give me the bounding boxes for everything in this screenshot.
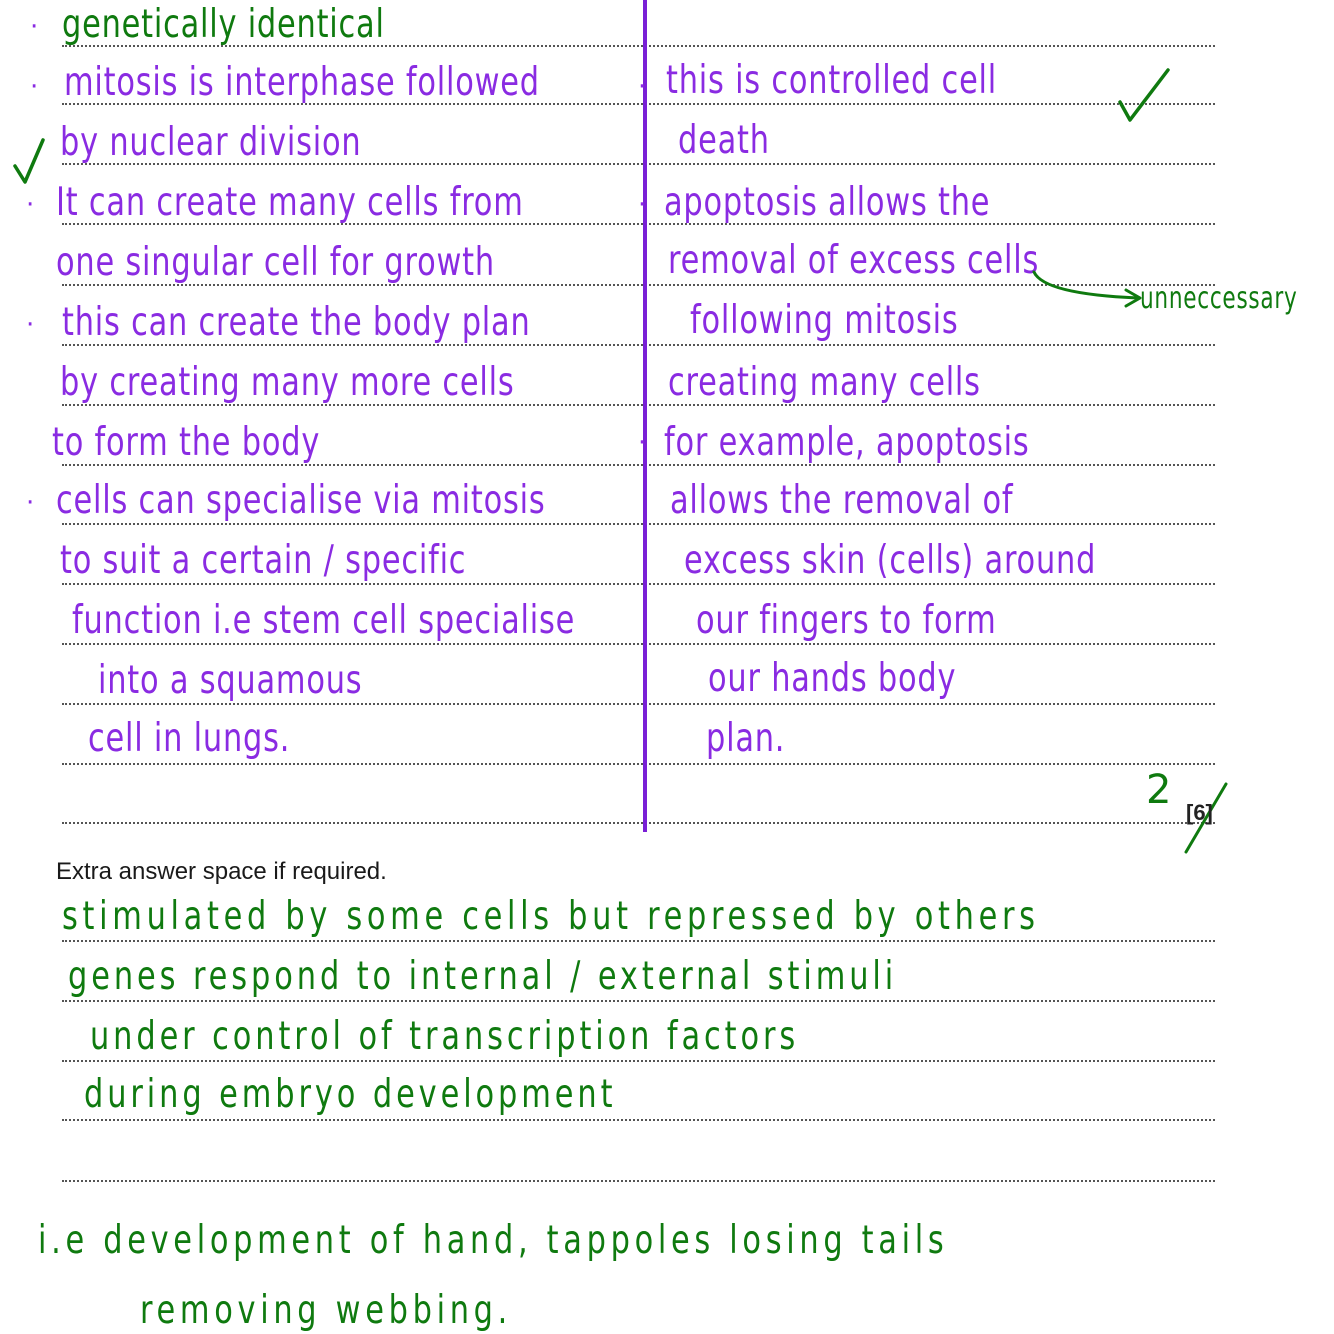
left-line-3: by nuclear division [60,120,362,165]
extra-line-6: removing webbing. [140,1288,512,1333]
left-line-5: one singular cell for growth [56,240,495,285]
check-icon [1116,64,1172,126]
bullet: · [638,72,647,102]
score-annotation: 2 [1146,767,1173,813]
right-line-6: creating many cells [668,360,981,405]
extra-line-3: under control of transcription factors [90,1014,800,1059]
right-line-7: for example, apoptosis [664,420,1030,465]
ruled-line [62,822,1215,824]
left-line-11: function i.e stem cell specialise [72,598,576,643]
right-line-3: apoptosis allows the [664,180,991,225]
left-line-7: by creating many more cells [60,360,515,405]
left-line-2: mitosis is interphase followed [64,60,540,105]
arrow-icon [1030,266,1146,316]
bullet: · [26,310,35,340]
right-line-5: following mitosis [690,298,959,343]
left-line-6: this can create the body plan [62,300,531,345]
right-line-8: allows the removal of [670,478,1014,523]
column-divider [643,0,647,832]
bullet: · [26,488,35,518]
extra-line-4: during embryo development [84,1072,617,1117]
extra-line-5: i.e development of hand, tappoles losing tails [38,1218,949,1263]
ruled-line [62,940,1215,942]
bullet: · [26,190,35,220]
bullet: · [638,190,647,220]
bullet: · [30,12,39,42]
check-icon [12,136,46,188]
left-line-8: to form the body [52,420,321,465]
ruled-line [62,1119,1215,1121]
left-line-1: genetically identical [62,2,385,47]
marks-label: [6] [1186,800,1213,825]
left-line-10: to suit a certain / specific [60,538,467,583]
extra-line-2: genes respond to internal / external stimuli [68,954,898,999]
left-line-4: It can create many cells from [56,180,524,225]
right-line-4: removal of excess cells [668,238,1040,283]
left-line-9: cells can specialise via mitosis [56,478,546,523]
right-line-12: plan. [706,716,786,761]
right-line-9: excess skin (cells) around [684,538,1097,583]
ruled-line [62,1180,1215,1182]
extra-space-label: Extra answer space if required. [56,858,387,885]
right-line-2: death [678,118,770,163]
right-line-11: our hands body [708,656,957,701]
ruled-line [62,1060,1215,1062]
right-line-10: our fingers to form [696,598,997,643]
ruled-line [62,763,1215,765]
extra-line-1: stimulated by some cells but repressed by others [62,894,1040,939]
right-line-1: this is controlled cell [666,58,998,103]
bullet: · [638,428,647,458]
left-line-12: into a squamous [98,658,363,703]
left-line-13: cell in lungs. [88,716,291,761]
ruled-line [62,1000,1215,1002]
bullet: · [30,72,39,102]
unnecessary-annotation: unneccessary [1140,281,1298,316]
